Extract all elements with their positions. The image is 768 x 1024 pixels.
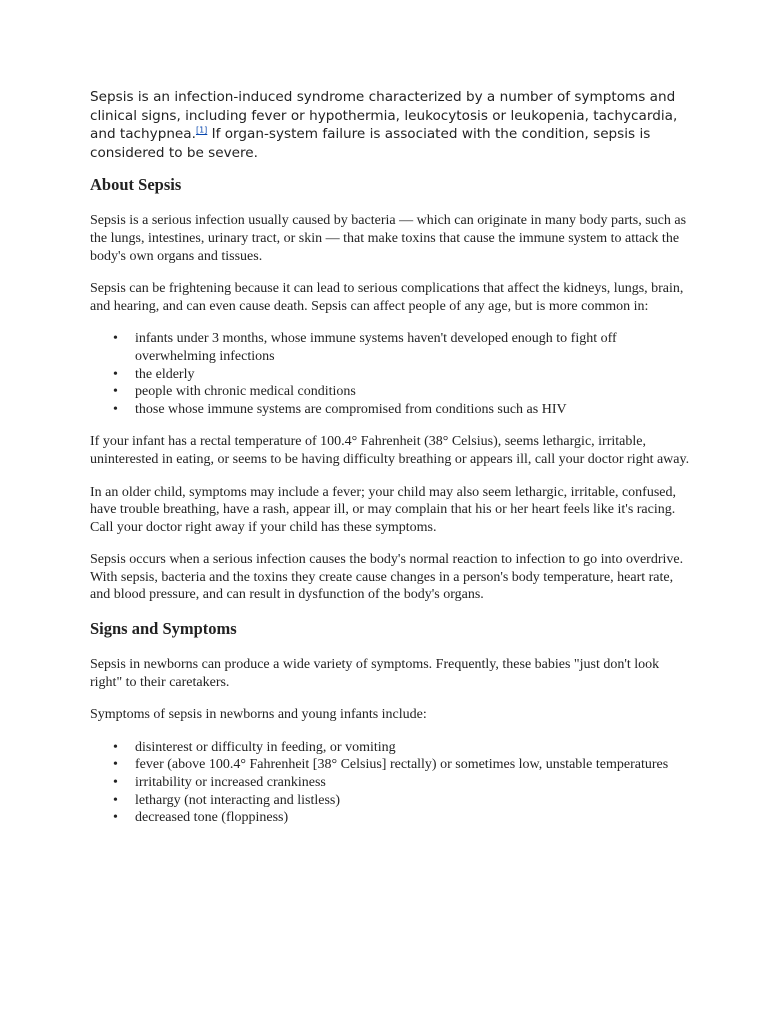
list-item xyxy=(113,739,690,757)
bullet-icon: • xyxy=(113,810,118,826)
list-item xyxy=(113,774,690,792)
about-sepsis-heading: About Sepsis xyxy=(90,175,182,195)
bullet-icon: • xyxy=(113,366,118,382)
bullet-icon: • xyxy=(113,757,118,773)
intro-paragraph xyxy=(90,88,690,162)
list-item-text: decreased tone (floppiness) xyxy=(135,810,289,826)
bullet-icon: • xyxy=(113,384,118,400)
list-item-text: irritability or increased crankiness xyxy=(135,775,326,791)
list-item xyxy=(113,809,690,827)
about-paragraph-1: Sepsis is a serious infection usually caused by bacteria — which can originate in many body parts, such as the lungs, intestines, urinary tract, or skin — that make toxins that cause the immune system to attack the body's own organs and tissues. xyxy=(90,213,687,264)
list-item xyxy=(113,330,690,365)
about-paragraph-4: In an older child, symptoms may include a fever; your child may also seem lethargic, irritable, confused, have trouble breathing, have a rash, appear ill, or may complain that his or her heart feels like it's racing. Call your doctor right away if your child has these symptoms. xyxy=(90,484,677,535)
list-item-text: those whose immune systems are compromised from conditions such as HIV xyxy=(135,401,567,417)
signs-paragraph-2: Symptoms of sepsis in newborns and young infants include: xyxy=(90,707,427,723)
list-item xyxy=(113,383,690,401)
list-item-text: fever (above 100.4° Fahrenheit [38° Celsius] rectally) or sometimes low, unstable temperatures xyxy=(135,757,669,773)
bullet-icon: • xyxy=(113,331,118,347)
list-item-text: lethargy (not interacting and listless) xyxy=(135,792,341,808)
signs-and-symptoms-heading: Signs and Symptoms xyxy=(90,619,237,639)
at-risk-list xyxy=(90,330,690,418)
bullet-icon: • xyxy=(113,792,118,808)
list-item xyxy=(113,792,690,810)
bullet-icon: • xyxy=(113,775,118,791)
symptoms-list xyxy=(90,739,690,827)
document-page xyxy=(90,88,690,842)
list-item-text: the elderly xyxy=(135,366,195,382)
list-item xyxy=(113,756,690,774)
intro-text-continued: If organ-system failure is associated with the condition, sepsis is considered to be severe. xyxy=(90,126,651,161)
bullet-icon: • xyxy=(113,739,118,755)
reference-link[interactable]: [1] xyxy=(195,125,208,135)
list-item-text: infants under 3 months, whose immune systems haven't developed enough to fight off overwhelming infections xyxy=(135,331,617,364)
list-item-text: disinterest or difficulty in feeding, or vomiting xyxy=(135,739,396,755)
list-item xyxy=(113,366,690,384)
about-paragraph-5: Sepsis occurs when a serious infection causes the body's normal reaction to infection to go into overdrive. With sepsis, bacteria and the toxins they create cause changes in a person's body temperature, heart rate, and blood pressure, and can result in dysfunction of the body's organs. xyxy=(90,552,684,603)
intro-text: Sepsis is an infection-induced syndrome characterized by a number of symptoms and clinical signs, including fever or hypothermia, leukocytosis or leukopenia, tachycardia, and tachypnea. xyxy=(90,89,678,143)
signs-paragraph-1: Sepsis in newborns can produce a wide variety of symptoms. Frequently, these babies "just don't look right" to their caretakers. xyxy=(90,657,660,690)
about-paragraph-3: If your infant has a rectal temperature of 100.4° Fahrenheit (38° Celsius), seems lethargic, irritable, uninterested in eating, or seems to be having difficulty breathing or appears ill, call your doctor right away. xyxy=(90,434,690,467)
bullet-icon: • xyxy=(113,401,118,417)
about-paragraph-2: Sepsis can be frightening because it can lead to serious complications that affect the kidneys, lungs, brain, and hearing, and can even cause death. Sepsis can affect people of any age, but is more common in: xyxy=(90,281,684,314)
list-item-text: people with chronic medical conditions xyxy=(135,384,356,400)
list-item xyxy=(113,401,690,419)
reference-superscript[interactable] xyxy=(196,126,207,135)
